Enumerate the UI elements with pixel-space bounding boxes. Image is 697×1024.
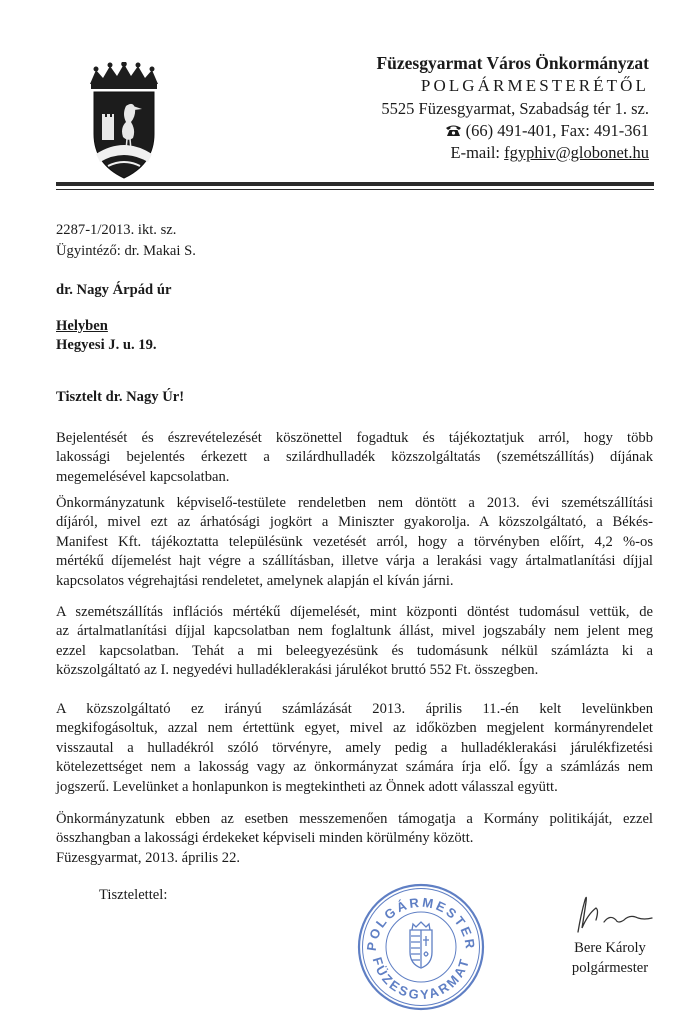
header-rule-thick [56,182,654,186]
place-and-date: Füzesgyarmat, 2013. április 22. [56,850,241,866]
header-rule-thin [56,189,654,190]
handwritten-signature-icon [572,892,654,936]
official-stamp-icon [354,880,488,1014]
signer-name: Bere Károly [574,940,646,956]
svg-text:FÜZESGYARMAT: FÜZESGYARMAT [369,955,473,1003]
coat-of-arms-icon [86,62,162,180]
paragraph-line: visszautal a hulladékról szóló törvényre, amely pedig a hulladéklerakási járulékfizetési [56,739,653,756]
body-paragraph-1 [56,429,653,487]
paragraph-line: Önkormányzatunk képviselő-testülete rendeletben nem döntött a 2013. évi szemétszállítási [56,495,653,511]
paragraph-line: jogszerű. Levelünket a honlapunkon is megtekintheti az Önnek adott válasszal együtt. [56,778,558,795]
paragraph-line: Bejelentését és észrevételezését köszönettel fogadtuk és tájékoztatjuk arról, hogy több [56,430,653,446]
paragraph-line: kapcsolatos végrehajtási rendeletet, amelynek alapján el kíván járni. [56,572,454,589]
recipient-city: Helyben [56,318,108,334]
paragraph-line: díjáról, mivel ezt az árhatósági jogkört a Miniszter gyakorolja. A közszolgáltató, a Békés- [56,514,653,531]
paragraph-line: megemelésével kapcsolatban. [56,468,230,485]
paragraph-line: Manifest Kft. tájékoztatta településünk vezetését arról, hogy a törvényben előírt, 4,2 %-os [56,533,653,550]
telephone-icon [445,124,462,137]
recipient-street: Hegyesi J. u. 19. [56,337,157,353]
paragraph-line: kötelezettséget nem a lakosság vagy az önkormányzat számára írja elő. Így a számlázás nem [56,759,653,776]
paragraph-line: A szemétszállítás inflációs mértékű díjemelését, mint központi döntést tudomásul vettük, de [56,604,653,620]
letterhead-org-name: Füzesgyarmat Város Önkormányzat [376,53,649,73]
letterhead-address: 5525 Füzesgyarmat, Szabadság tér 1. sz. [381,99,649,118]
paragraph-line: A közszolgáltató ez irányú számlázását 2013. április 11.-én kelt levelünkben [56,701,653,717]
body-paragraph-5 [56,810,653,849]
paragraph-line: mértékű díjemelést hajt végre a szállításban, illetve várja a lerakási vagy ártalmatlanítási díjjal [56,553,653,570]
email-label: E-mail: [450,143,505,162]
closing: Tisztelettel: [99,887,168,903]
email-link[interactable]: fgyphiv@globonet.hu [504,143,649,162]
salutation: Tisztelt dr. Nagy Úr! [56,389,185,405]
letterhead-phone-line [445,121,649,141]
body-paragraph-3 [56,603,653,681]
phone-fax-numbers: (66) 491-401, Fax: 491-361 [465,121,649,140]
body-paragraph-2 [56,494,653,591]
paragraph-line: Önkormányzatunk ebben az esetben messzemenően támogatja a Kormány politikáját, ezzel [56,811,653,827]
letterhead-office: POLGÁRMESTERÉTŐL [420,76,649,95]
paragraph-line: közszolgáltató az I. negyedévi hulladéklerakási járulékot bruttó 552 Ft. összegben. [56,662,539,679]
paragraph-line: összhangban a lakossági érdekeket képviseli minden körülmény között. [56,830,474,847]
paragraph-line: lakossági bejelentés érkezett a szilárdhulladék közszolgáltatás (szemétszállítás) díjának [56,449,653,466]
paragraph-line: ezzel kapcsolatban. Tehát a mi beleegyezésünk és tudomásunk nélkül számlázta ki a [56,642,653,659]
letterhead-email-line [451,143,650,163]
file-number: 2287-1/2013. ikt. sz. [56,222,177,238]
body-paragraph-4 [56,700,653,797]
signer-title: polgármester [571,960,649,976]
svg-text:POLGÁRMESTER: POLGÁRMESTER [363,894,479,952]
paragraph-line: megkifogásoltuk, azzal nem értettünk egyet, mivel az időközben megjelent kormányrendelet [56,720,653,737]
recipient-name: dr. Nagy Árpád úr [56,282,172,298]
paragraph-line: az ártalmatlanítási díjjal kapcsolatban nem foglaltunk állást, mivel jogszabály nem jelent meg [56,623,653,640]
case-officer: Ügyintéző: dr. Makai S. [56,243,196,259]
